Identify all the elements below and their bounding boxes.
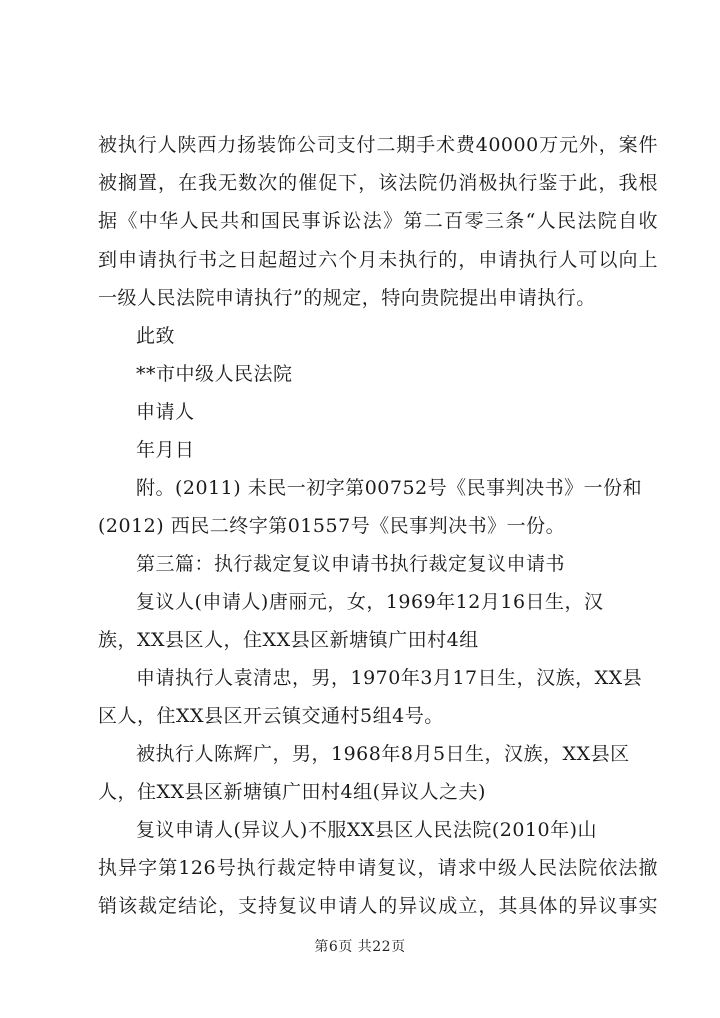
text-line: 族，XX县区人，住XX县区新塘镇广田村4组 — [98, 629, 479, 651]
attachment-line: 附。(2011) 未民一初字第00752号《民事判决书》一份和 — [136, 477, 643, 499]
text-line: 被执行人陈辉广，男，1968年8月5日生，汉族，XX县区 — [136, 743, 630, 765]
salutation: 此致 — [136, 325, 176, 347]
text-line: 人，住XX县区新塘镇广田村4组(异议人之夫) — [98, 781, 486, 803]
court-name: **市中级人民法院 — [136, 363, 293, 385]
text-line: 一级人民法院申请执行”的规定，特向贵院提出申请执行。 — [98, 287, 596, 309]
text-line: 据《中华人民共和国民事诉讼法》第二百零三条“人民法院自收 — [98, 210, 658, 232]
page-number: 第6页 共22页 — [314, 939, 406, 955]
text-line: 复议人(申请人)唐丽元，女，1969年12月16日生，汉 — [136, 591, 604, 613]
text-line: 销该裁定结论，支持复议申请人的异议成立，其具体的异议事实 — [98, 895, 658, 917]
text-line: 到申请执行书之日起超过六个月未执行的，申请执行人可以向上 — [98, 249, 658, 271]
text-line: 复议申请人(异议人)不服XX县区人民法院(2010年)山 — [136, 819, 598, 841]
text-line: 执异字第126号执行裁定特申请复议，请求中级人民法院依法撤 — [98, 857, 658, 879]
text-line: 被搁置，在我无数次的催促下，该法院仍消极执行鉴于此，我根 — [98, 172, 658, 194]
section-heading: 第三篇：执行裁定复议申请书执行裁定复议申请书 — [136, 553, 566, 575]
text-line: 区人，住XX县区开云镇交通村5组4号。 — [98, 705, 444, 727]
attachment-line: (2012) 西民二终字第01557号《民事判决书》一份。 — [98, 515, 566, 537]
text-line: 被执行人陕西力扬装饰公司支付二期手术费40000万元外，案件 — [98, 134, 658, 156]
applicant-label: 申请人 — [136, 401, 195, 423]
date-label: 年月日 — [136, 439, 195, 461]
text-line: 申请执行人袁清忠，男，1970年3月17日生，汉族，XX县 — [136, 667, 643, 689]
